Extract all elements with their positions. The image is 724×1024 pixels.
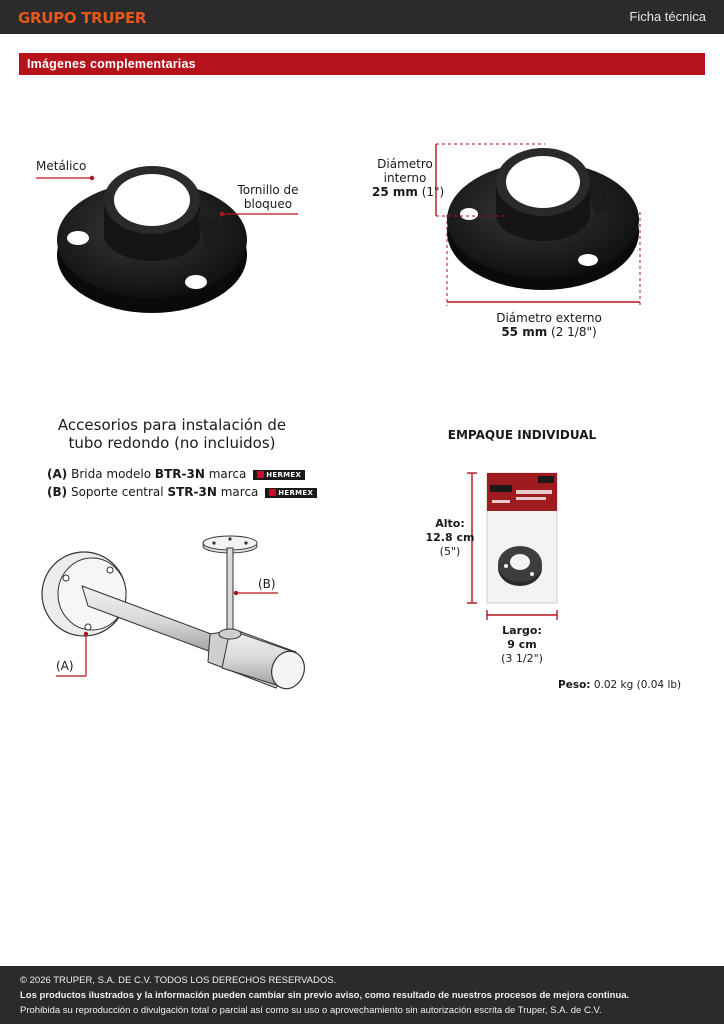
package-height	[418, 517, 482, 559]
package-height-value: 12.8 cm	[425, 531, 475, 544]
package-height-imperial: (5")	[439, 545, 461, 558]
package-length-value: 9 cm	[507, 638, 537, 651]
accessory-a-brand-word: marca	[208, 467, 247, 481]
label-locking-screw-line1: Tornillo de	[237, 183, 299, 197]
outer-diameter-line1: Diámetro externo	[496, 311, 602, 325]
label-inner-diameter	[372, 157, 445, 199]
accessory-b-text: Soporte central	[70, 485, 164, 499]
inner-diameter-value: 25 mm	[372, 185, 418, 199]
hermex-logo: HERMEX	[265, 488, 317, 498]
outer-diameter-value: 55 mm	[501, 325, 548, 339]
flange-image-dimensions	[447, 148, 639, 290]
accessory-b-tag: (B)	[47, 485, 68, 499]
section-title: Imágenes complementarias	[27, 57, 196, 71]
footer-notice: Los productos ilustrados y la información pueden cambiar sin previo aviso, como resultado de nuestros procesos de mejora continua.	[20, 990, 630, 1001]
accessory-b-brand-word: marca	[220, 485, 259, 499]
inner-diameter-imperial: (1")	[421, 185, 445, 199]
package-length-label: Largo:	[502, 624, 542, 637]
footer-copyright: © 2026 TRUPER, S.A. DE C.V. TODOS LOS DERECHOS RESERVADOS.	[20, 975, 337, 986]
inner-diameter-line2: interno	[383, 171, 427, 185]
document-type: Ficha técnica	[629, 9, 706, 24]
label-outer-diameter	[484, 311, 614, 339]
package-length	[490, 624, 554, 666]
accessory-a-tag: (A)	[47, 467, 68, 481]
label-material: Metálico	[36, 159, 87, 173]
flange-image-front	[57, 166, 247, 313]
label-locking-screw-line2: bloqueo	[243, 197, 293, 211]
accessories-title-line2: tubo redondo (no incluidos)	[68, 434, 276, 452]
package-weight-label: Peso:	[558, 679, 591, 691]
inner-diameter-value-row	[372, 185, 445, 199]
label-locking-screw	[232, 183, 304, 211]
accessory-a-text: Brida modelo	[71, 467, 152, 481]
package-weight	[558, 679, 681, 691]
hermex-logo: HERMEX	[253, 470, 305, 480]
package-title: EMPAQUE INDIVIDUAL	[447, 428, 597, 442]
package-image	[487, 473, 557, 603]
package-weight-value: 0.02 kg (0.04 lb)	[593, 679, 682, 691]
accessory-item-a	[47, 467, 305, 481]
accessory-item-b	[47, 485, 317, 499]
footer-prohibition: Prohibida su reproducción o divulgación total o parcial así como su uso o aprovechamiento sin autorización escrita de Truper, S.A. de C.V.	[20, 1005, 602, 1016]
accessories-title-line1: Accesorios para instalación de	[57, 416, 287, 434]
footer	[0, 966, 724, 1024]
accessories-title	[40, 416, 304, 452]
package-height-label: Alto:	[435, 517, 465, 530]
callout-a: (A)	[56, 659, 74, 673]
callout-b: (B)	[258, 577, 276, 591]
outer-diameter-value-row	[484, 325, 614, 339]
package-length-imperial: (3 1/2")	[501, 652, 543, 665]
brand-logo: GRUPO TRUPER	[18, 9, 147, 27]
installation-illustration	[42, 536, 310, 693]
accessory-b-model: STR-3N	[167, 485, 217, 499]
accessory-a-model: BTR-3N	[154, 467, 205, 481]
inner-diameter-line1: Diámetro	[377, 157, 433, 171]
outer-diameter-imperial: (2 1/8")	[551, 325, 597, 339]
